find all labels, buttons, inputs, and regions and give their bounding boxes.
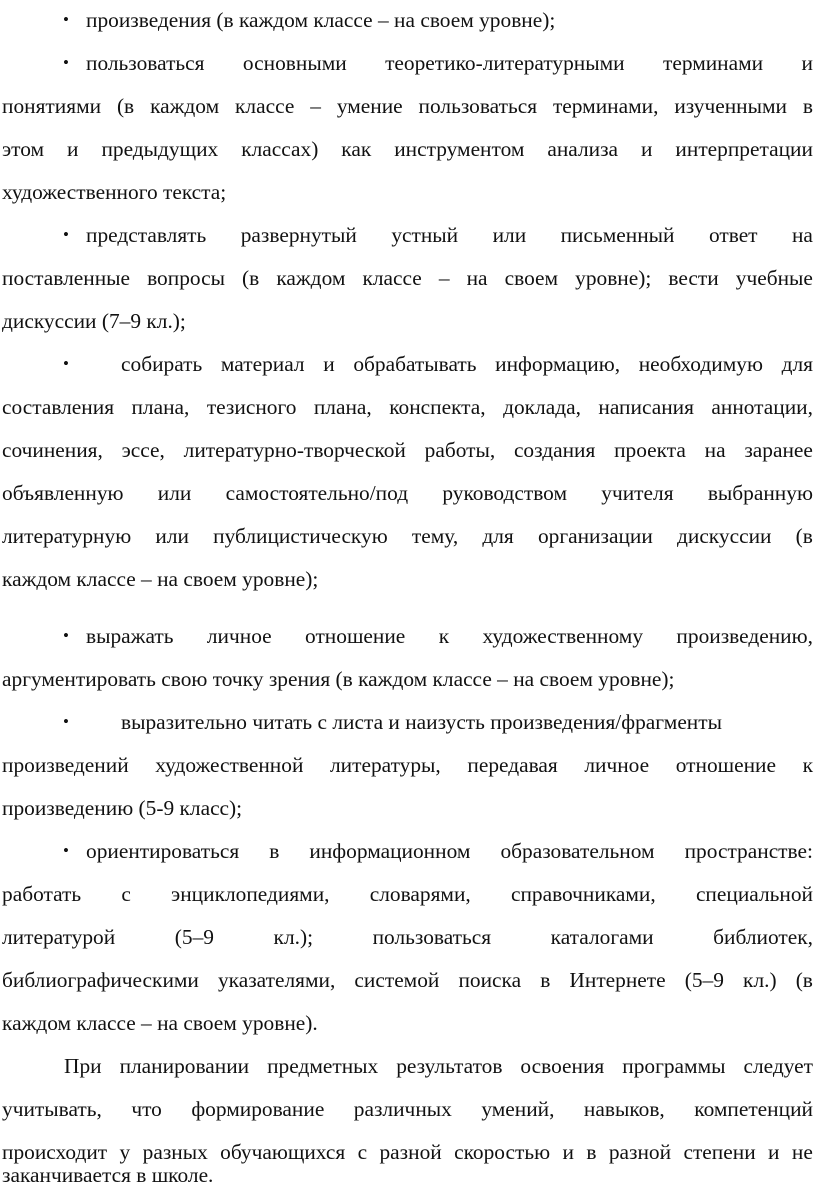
word: понятиями	[2, 94, 102, 118]
word: тезисного	[206, 395, 297, 419]
word: произведений	[2, 753, 129, 777]
word: литературно-творческой	[183, 438, 406, 462]
word: предыдущих	[101, 137, 219, 161]
word: выражать	[86, 624, 174, 648]
word: у	[119, 1140, 131, 1164]
word: в	[802, 94, 813, 118]
word: и	[67, 137, 79, 161]
word: и	[801, 51, 813, 75]
word: необходимую	[638, 352, 763, 376]
word: терминами,	[552, 94, 659, 118]
word: обрабатывать	[353, 352, 477, 376]
word: в	[586, 1140, 597, 1164]
word: устный	[391, 223, 459, 247]
word: предметных	[267, 1054, 379, 1078]
word: специальной	[695, 882, 813, 906]
word: и	[768, 1140, 780, 1164]
word: объявленную	[2, 481, 124, 505]
word: художественной	[155, 753, 304, 777]
text-line	[2, 965, 813, 995]
word: развернутый	[240, 223, 357, 247]
text-line	[2, 392, 813, 422]
word: отношение	[675, 753, 776, 777]
word: программы	[622, 1054, 726, 1078]
word: работы,	[424, 438, 496, 462]
text-line: произведения (в каждом классе – на своем уровне);	[86, 8, 556, 32]
word: При	[64, 1054, 102, 1078]
word: работать	[2, 882, 82, 906]
word: в	[269, 839, 280, 863]
word: литературой	[2, 925, 116, 949]
word: сочинения,	[2, 438, 103, 462]
word: пространстве:	[684, 839, 813, 863]
word: пользоваться	[372, 925, 492, 949]
bullet-1: •	[63, 10, 69, 29]
word: (в	[795, 968, 813, 992]
word: заранее	[744, 438, 813, 462]
word: кл.)	[743, 968, 777, 992]
text-line: художественного текста;	[2, 180, 227, 204]
bullet-7: •	[63, 841, 69, 860]
word: не	[791, 1140, 813, 1164]
text-line: аргументировать свою точку зрения (в каждом классе – на своем уровне);	[2, 667, 675, 691]
word: информацию,	[495, 352, 621, 376]
word: своем	[504, 266, 559, 290]
word: энциклопедиями,	[171, 882, 330, 906]
word: на	[704, 438, 726, 462]
word: (в	[795, 524, 813, 548]
word: художественному	[482, 624, 644, 648]
word: в	[540, 968, 551, 992]
word: –	[310, 94, 321, 118]
text-line	[2, 435, 813, 465]
word: с	[121, 882, 131, 906]
word: литературную	[2, 524, 132, 548]
word: личное	[206, 624, 272, 648]
word: справочниками,	[510, 882, 656, 906]
text-line	[2, 478, 813, 508]
word: конспекта,	[389, 395, 486, 419]
text-line	[2, 263, 813, 293]
word: результатов	[396, 1054, 503, 1078]
word: компетенций	[694, 1097, 813, 1121]
text-line	[86, 220, 813, 250]
word: произведению,	[676, 624, 813, 648]
word: пользоваться	[418, 94, 538, 118]
word: дискуссии	[676, 524, 772, 548]
word: проекта	[614, 438, 686, 462]
word: вопросы	[147, 266, 225, 290]
word: (в	[242, 266, 260, 290]
word: каждом	[150, 94, 220, 118]
word: личное	[584, 753, 650, 777]
text-line	[2, 1094, 813, 1124]
bullet-4: •	[63, 354, 69, 373]
word: выбранную	[707, 481, 813, 505]
word: этом	[2, 137, 45, 161]
word: планировании	[119, 1054, 250, 1078]
word: плана,	[313, 395, 372, 419]
word: передавая	[467, 753, 558, 777]
word: кл.);	[273, 925, 314, 949]
word: как	[341, 137, 372, 161]
word: каждом	[276, 266, 346, 290]
text-line: дискуссии (7–9 кл.);	[2, 309, 186, 333]
word: классе	[362, 266, 422, 290]
word: учебные	[735, 266, 813, 290]
word: литературы,	[330, 753, 441, 777]
word: классах)	[241, 137, 319, 161]
word: разных	[142, 1140, 208, 1164]
word: публицистическую	[213, 524, 388, 548]
word: письменный	[560, 223, 675, 247]
bullet-6: •	[63, 712, 69, 731]
word: информационном	[309, 839, 471, 863]
text-line: заканчивается в школе.	[2, 1163, 214, 1187]
word: анализа	[547, 137, 619, 161]
text-line	[2, 879, 813, 909]
word: терминами	[662, 51, 764, 75]
word: основными	[242, 51, 347, 75]
word: представлять	[86, 223, 207, 247]
text-line: выразительно читать с листа и наизусть произведения/фрагменты	[121, 710, 722, 734]
word: интерпретации	[675, 137, 813, 161]
word: умений,	[481, 1097, 555, 1121]
bullet-2: •	[63, 53, 69, 72]
word: материал	[220, 352, 305, 376]
bullet-5: •	[63, 626, 69, 645]
text-line	[2, 750, 813, 780]
word: освоения	[520, 1054, 605, 1078]
text-line: каждом классе – на своем уровне).	[2, 1011, 318, 1035]
text-line	[2, 91, 813, 121]
word: эссе,	[121, 438, 165, 462]
word: инструментом	[394, 137, 525, 161]
word: указателями,	[217, 968, 336, 992]
word: создания	[513, 438, 596, 462]
word: учитывать,	[2, 1097, 102, 1121]
word: для	[781, 352, 813, 376]
word: собирать	[121, 352, 203, 376]
text-line	[64, 1051, 813, 1081]
word: ответ	[708, 223, 758, 247]
word: вести	[668, 266, 719, 290]
word: библиографическими	[2, 968, 199, 992]
word: (5–9	[684, 968, 724, 992]
word: и	[562, 1140, 574, 1164]
word: для	[482, 524, 514, 548]
word: учителя	[601, 481, 674, 505]
word: (5–9	[174, 925, 214, 949]
word: каталогами	[550, 925, 654, 949]
word: скоростью	[454, 1140, 551, 1164]
word: умение	[336, 94, 403, 118]
text-line	[2, 521, 813, 551]
text-line	[86, 48, 813, 78]
word: классе	[235, 94, 295, 118]
word: ориентироваться	[86, 839, 240, 863]
text-line	[2, 134, 813, 164]
word: пользоваться	[86, 51, 205, 75]
word: с	[357, 1140, 368, 1164]
text-line	[121, 349, 813, 379]
word: разной	[379, 1140, 442, 1164]
word: аннотации,	[711, 395, 813, 419]
word: системой	[354, 968, 440, 992]
word: что	[131, 1097, 162, 1121]
word: или	[157, 481, 192, 505]
word: тему,	[411, 524, 459, 548]
text-line	[86, 621, 813, 651]
word: отношение	[305, 624, 406, 648]
word: доклада,	[503, 395, 581, 419]
word: написания	[598, 395, 694, 419]
word: поставленные	[2, 266, 131, 290]
word: к	[438, 624, 450, 648]
text-line: каждом классе – на своем уровне);	[2, 567, 319, 591]
word: образовательном	[500, 839, 655, 863]
word: различных	[353, 1097, 452, 1121]
word: изученными	[674, 94, 787, 118]
text-line: произведению (5-9 класс);	[2, 796, 243, 820]
word: следует	[743, 1054, 813, 1078]
word: организации	[537, 524, 653, 548]
word: или	[155, 524, 189, 548]
word: или	[492, 223, 527, 247]
word: навыков,	[583, 1097, 665, 1121]
word: и	[641, 137, 653, 161]
word: составления	[2, 395, 115, 419]
word: –	[438, 266, 450, 290]
word: степени	[683, 1140, 756, 1164]
word: обучающихся	[220, 1140, 346, 1164]
word: словарями,	[369, 882, 471, 906]
word: (в	[116, 94, 135, 118]
word: и	[323, 352, 335, 376]
word: на	[791, 223, 813, 247]
word: библиотек,	[713, 925, 813, 949]
word: уровне);	[575, 266, 652, 290]
word: формирование	[191, 1097, 325, 1121]
word: Интернете	[569, 968, 666, 992]
word: теоретико-литературными	[385, 51, 625, 75]
text-line	[2, 922, 813, 952]
word: руководством	[442, 481, 568, 505]
bullet-3: •	[63, 225, 69, 244]
word: разной	[608, 1140, 672, 1164]
text-line	[86, 836, 813, 866]
word: поиска	[458, 968, 522, 992]
word: самостоятельно/под	[225, 481, 409, 505]
word: происходит	[2, 1140, 108, 1164]
word: к	[802, 753, 813, 777]
word: плана,	[131, 395, 190, 419]
word: на	[466, 266, 488, 290]
